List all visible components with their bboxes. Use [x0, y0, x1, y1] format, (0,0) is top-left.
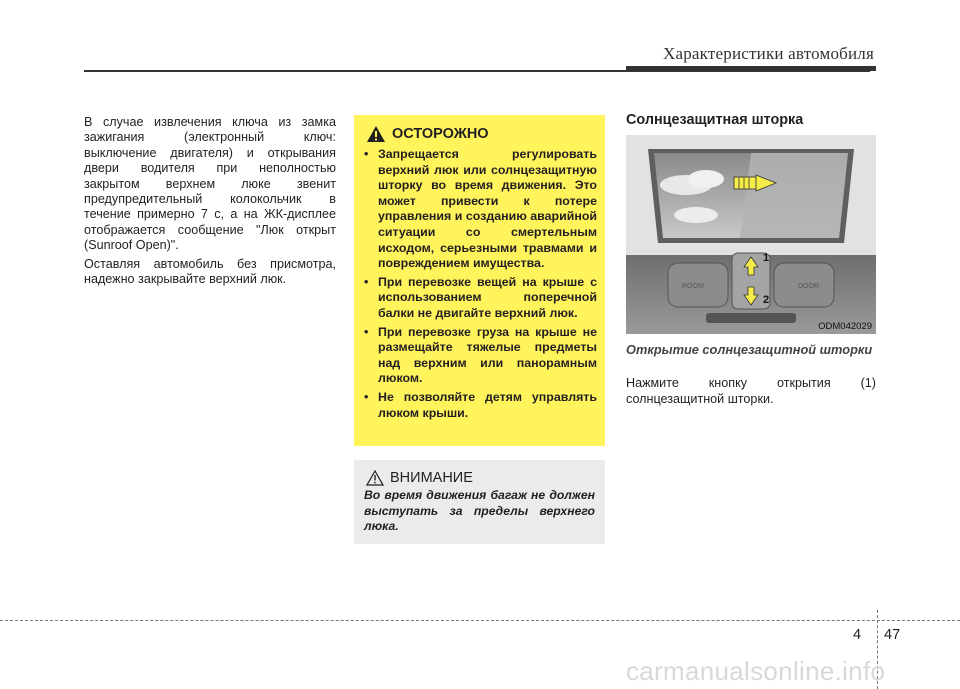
warning-triangle-icon	[366, 125, 386, 143]
figure-code: ODM042029	[818, 321, 872, 332]
chapter-number: 4	[853, 627, 862, 643]
watermark: carmanualsonline.info	[626, 656, 886, 686]
warning-item: • Запрещается регулировать верхний люк или солнцезащитную шторку во время движения. Это может привести к потере управления и созданию аварийной ситуации со смертельным исходом, серьезными травмами и повреждением имущества.	[364, 147, 597, 272]
callout-1: 1	[763, 252, 770, 264]
page-number: 47	[884, 627, 901, 643]
warning-title: ОСТОРОЖНО	[392, 126, 489, 142]
door-button-label: DOOR	[798, 283, 819, 290]
callout-2: 2	[763, 294, 770, 306]
body-column-1	[84, 115, 336, 290]
warning-item: • При перевозке груза на крыше не размещайте тяжелые предметы над верхним или панорамным люком.	[364, 325, 597, 387]
figure-caption: Открытие солнцезащитной шторки	[626, 342, 873, 357]
caution-text: Во время движения багаж не должен выступать за пределы верхнего люка.	[364, 488, 595, 533]
warning-item: • Не позволяйте детям управлять люком крыши.	[364, 390, 597, 421]
figure-description: Нажмите кнопку открытия (1) солнцезащитной шторки.	[626, 376, 876, 406]
warning-box	[354, 115, 605, 446]
paragraph: В случае извлечения ключа из замка зажигания (электронный ключ: выключение двигателя) и открывания двери водителя при неполностью закрытом верхнем люке звенит предупредительный колокольчик в течение примерно 7 с, а на ЖК-дисплее отображается сообщение "Люк открыт (Sunroof Open)".	[84, 115, 336, 253]
warning-list	[354, 147, 605, 421]
caution-title: ВНИМАНИЕ	[390, 470, 473, 486]
header-rule-accent	[626, 66, 876, 71]
footer-rule	[0, 620, 960, 621]
caution-box	[354, 460, 605, 544]
paragraph: Оставляя автомобиль без присмотра, надежно закрывайте верхний люк.	[84, 256, 336, 287]
warning-item: • При перевозке вещей на крыше с использованием поперечной балки не двигайте верхний люк.	[364, 275, 597, 322]
section-title: Характеристики автомобиля	[663, 44, 874, 63]
room-button-label: ROOM	[682, 283, 704, 290]
sunroof-illustration	[626, 135, 876, 334]
caution-triangle-icon	[366, 470, 384, 486]
sunshade-figure	[626, 135, 876, 334]
section-heading: Солнцезащитная шторка	[626, 112, 804, 128]
